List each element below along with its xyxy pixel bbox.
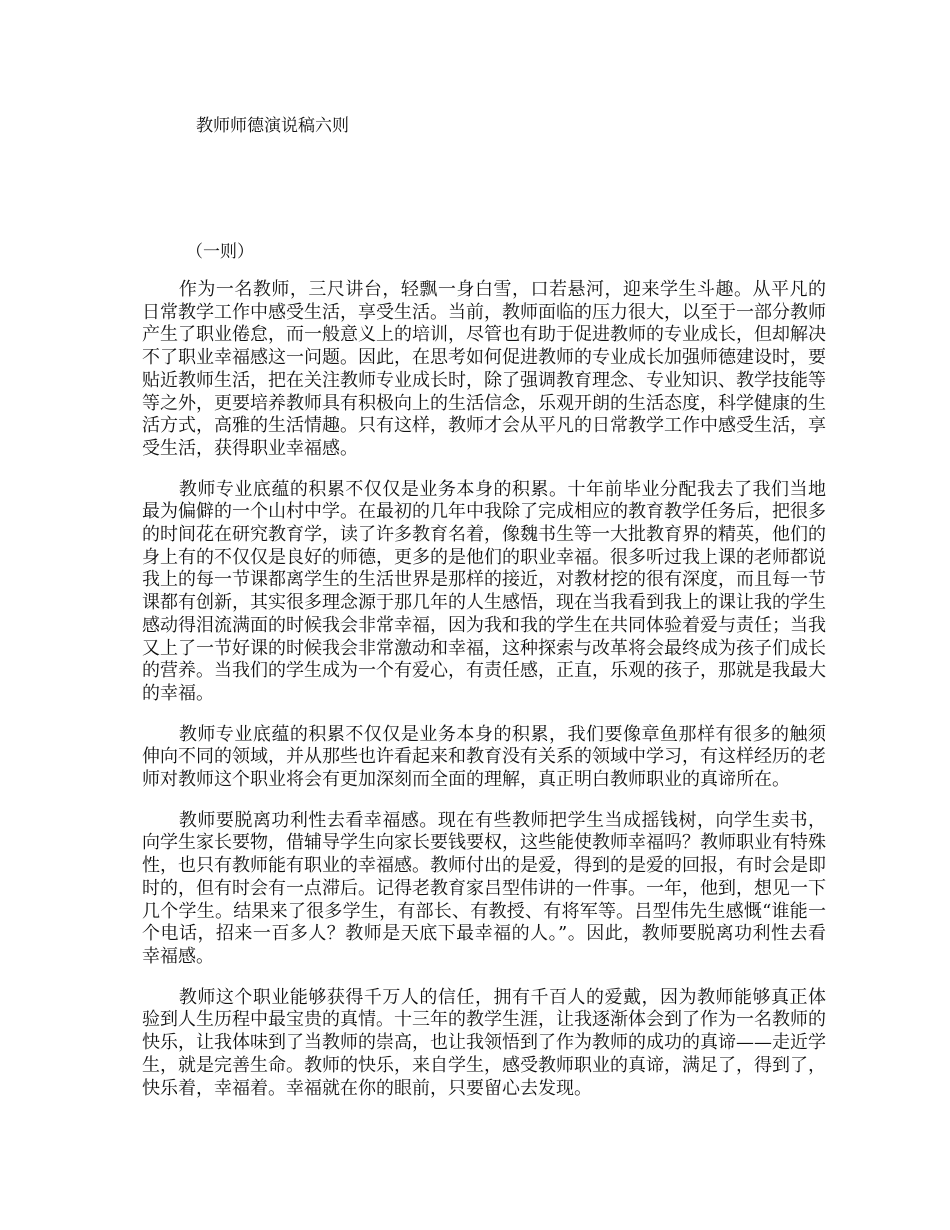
- document-title: 教师师德演说稿六则: [196, 116, 349, 136]
- section-label: （一则）: [186, 242, 254, 262]
- paragraph-3: 教师专业底蕴的积累不仅仅是业务本身的积累，我们要像章鱼那样有很多的触须伸向不同的领域，并从那些也许看起来和教育没有关系的领域中学习，有这样经历的老师对教师这个职业将会有更加深刻而全面的理解，真正明白教师职业的真谛所在。: [142, 723, 826, 791]
- paragraph-5: 教师这个职业能够获得千万人的信任，拥有千百人的爱戴，因为教师能够真正体验到人生历程中最宝贵的真情。十三年的教学生涯，让我逐渐体会到了作为一名教师的快乐，让我体味到了当教师的崇高，也让我领悟到了作为教师的成功的真谛——走近学生，就是完善生命。教师的快乐，来自学生，感受教师职业的真谛，满足了，得到了，快乐着，幸福着。幸福就在你的眼前，只要留心去发现。: [142, 986, 826, 1099]
- paragraph-4: 教师要脱离功利性去看幸福感。现在有些教师把学生当成摇钱树，向学生卖书，向学生家长要物，借辅导学生向家长要钱要权，这些能使教师幸福吗？教师职业有特殊性，也只有教师能有职业的幸福感。教师付出的是爱，得到的是爱的回报，有时会是即时的，但有时会有一点滞后。记得老教育家吕型伟讲的一件事。一年，他到，想见一下几个学生。结果来了很多学生，有部长、有教授、有将军等。吕型伟先生感慨“谁能一个电话，招来一百多人？教师是天底下最幸福的人。”。因此，教师要脱离功利性去看幸福感。: [142, 809, 826, 967]
- document-body: [142, 279, 826, 1118]
- paragraph-1: 作为一名教师，三尺讲台，轻飘一身白雪，口若悬河，迎来学生斗趣。从平凡的日常教学工作中感受生活，享受生活。当前，教师面临的压力很大，以至于一部分教师产生了职业倦怠，而一般意义上的培训，尽管也有助于促进教师的专业成长，但却解决不了职业幸福感这一问题。因此，在思考如何促进教师的专业成长加强师德建设时，要贴近教师生活，把在关注教师专业成长时，除了强调教育理念、专业知识、教学技能等等之外，更要培养教师具有积极向上的生活信念，乐观开朗的生活态度，科学健康的生活方式，高雅的生活情趣。只有这样，教师才会从平凡的日常教学工作中感受生活，享受生活，获得职业幸福感。: [142, 279, 826, 459]
- paragraph-2: 教师专业底蕴的积累不仅仅是业务本身的积累。十年前毕业分配我去了我们当地最为偏僻的一个山村中学。在最初的几年中我除了完成相应的教育教学任务后，把很多的时间花在研究教育学，读了许多教育名着，像魏书生等一大批教育界的精英，他们的身上有的不仅仅是良好的师德，更多的是他们的职业幸福。很多听过我上课的老师都说我上的每一节课都离学生的生活世界是那样的接近，对教材挖的很有深度，而且每一节课都有创新，其实很多理念源于那几年的人生感悟，现在当我看到我上的课让我的学生感动得泪流满面的时候我会非常幸福，因为我和我的学生在共同体验着爱与责任；当我又上了一节好课的时候我会非常激动和幸福，这种探索与改革将会最终成为孩子们成长的营养。当我们的学生成为一个有爱心，有责任感，正直，乐观的孩子，那就是我最大的幸福。: [142, 478, 826, 704]
